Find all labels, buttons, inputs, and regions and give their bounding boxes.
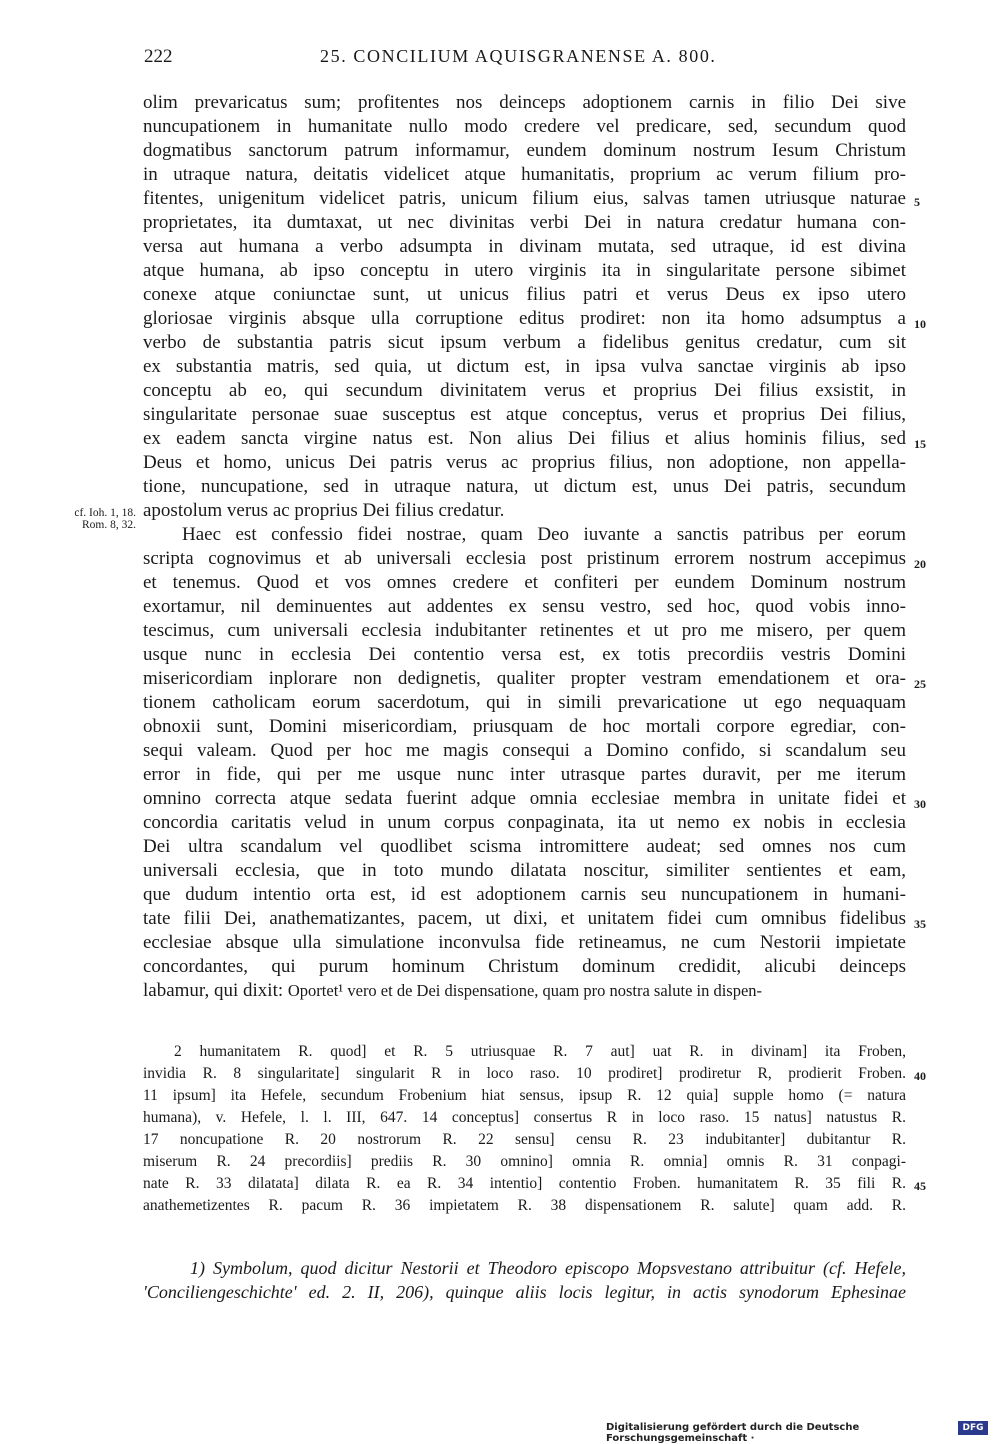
line-number: 5	[914, 195, 920, 209]
margin-reference-line: cf. Ioh. 1, 18.	[74, 507, 136, 519]
apparatus-line-number: 45	[914, 1179, 926, 1193]
apparatus-line: miserum R. 24 precordiis] prediis R. 30 omnino] omnia R. omnia] omnis R. 31 conpagi-	[143, 1153, 906, 1170]
margin-reference	[40, 507, 136, 531]
apparatus-line-number: 40	[914, 1069, 926, 1083]
line-number: 20	[914, 557, 926, 571]
text-line: tescimus, cum universali ecclesia indubitanter retinentes et ut pro me misero, per quem	[143, 620, 906, 641]
apparatus-line: 11 ipsum] ita Hefele, secundum Frobenium hiat sensus, ipsup R. 12 quia] supple homo (= natura	[143, 1087, 906, 1104]
text-line: dogmatibus sanctorum patrum informamur, eundem dominum nostrum Iesum Christum	[143, 140, 906, 161]
running-title: 25. CONCILIUM AQUISGRANENSE A. 800.	[320, 46, 717, 66]
line-number: 10	[914, 317, 926, 331]
text-line: Deus et homo, unicus Dei patris verus ac proprius filius, non adoptione, non appella-	[143, 452, 906, 473]
dfg-logo	[958, 1421, 988, 1435]
text-line	[143, 979, 906, 1003]
text-line: usque nunc in ecclesia Dei contentio versa est, ex totis precordiis vestris Domini	[143, 644, 906, 665]
text-line: obnoxii sunt, Domini misericordiam, priusquam de hoc mortali corpore egrediar, con-	[143, 716, 906, 737]
text-line: misericordiam inplorare non dedignetis, qualiter propter vestram emendationem et ora-	[143, 668, 906, 689]
text-line: conceptu ab eo, qui secundum divinitatem verus et proprius Dei filius exsistit, in	[143, 380, 906, 401]
text-line: que dudum intentio orta est, id est adoptionem carnis seu nuncupationem in humani-	[143, 884, 906, 905]
text-line: universali ecclesia, que in toto mundo dilatata noscitur, similiter sentientes et eam,	[143, 860, 906, 881]
text-line: ecclesiae absque ulla simulatione inconvulsa fide retineamus, ne cum Nestorii impietate	[143, 932, 906, 953]
text-line: apostolum verus ac proprius Dei filius credatur.	[143, 500, 505, 521]
footnote-line: 'Conciliengeschichte' ed. 2. II, 206), quinque aliis locis legitur, in actis synodorum Ephesinae	[143, 1282, 906, 1302]
apparatus-line: invidia R. 8 singularitate] singularit R in loco raso. 10 prodiret] prodiretur R, prodierit Froben.	[143, 1065, 906, 1082]
text-line: omnino correcta atque sedata fuerint adque omnia ecclesiae membra in unitate fidei et	[143, 788, 906, 809]
page-number: 222	[144, 46, 173, 67]
text-line: versa aut humana a verbo adsumpta in divinam mutata, sed utraque, id est divina	[143, 236, 906, 257]
apparatus-line: humana), v. Hefele, l. l. III, 647. 14 conceptus] consertus R in loco raso. 15 natus] natustus R.	[143, 1109, 906, 1126]
text-line: conexe atque coniunctae sunt, ut unicus filius patri et verus Deus ex ipso utero	[143, 284, 906, 305]
text-line: et tenemus. Quod et vos omnes credere et confiteri per eundem Dominum nostrum	[143, 572, 906, 593]
text-line: tate filii Dei, anathematizantes, pacem, ut dixi, et unitatem fidei cum omnibus fidelibus	[143, 908, 906, 929]
line-number: 15	[914, 437, 926, 451]
dfg-logo-text: DFG	[962, 1423, 984, 1433]
text-line: atque humana, ab ipso conceptu in utero virginis ita in singularitate persone sibimet	[143, 260, 906, 281]
text-line: scripta cognovimus et ab universali ecclesia post pristinum errorem nostrum accepimus	[143, 548, 906, 569]
text-line: tione, nuncupatione, sed in utraque natura, ut dictum est, unus Dei patris, secundum	[143, 476, 906, 497]
text-line: ex eadem sancta virgine natus est. Non alius Dei filius et alius hominis filius, sed	[143, 428, 906, 449]
footnote-line: 1) Symbolum, quod dicitur Nestorii et Theodoro episcopo Mopsvestano attribuitur (cf. Hefele,	[190, 1258, 906, 1278]
apparatus-line: 17 noncupatione R. 20 nostrorum R. 22 sensu] censu R. 23 indubitanter] dubitantur R.	[143, 1131, 906, 1148]
text-line: Haec est confessio fidei nostrae, quam Deo iuvante a sanctis patribus per eorum	[182, 524, 906, 545]
text-line: Dei ultra scandalum vel quodlibet scisma intromittere audeat; sed omnes nos cum	[143, 836, 906, 857]
text-line: gloriosae virginis absque ulla corruptione editus prodiret: non ita homo adsumptus a	[143, 308, 906, 329]
text-line: verbo de substantia patris sicut ipsum verbum a fidelibus genitus credatur, cum sit	[143, 332, 906, 353]
text-line: concordantes, qui purum hominum Christum dominum credidit, alicubi deinceps	[143, 956, 906, 977]
text-line: sequi valeam. Quod per hoc me magis consequi a Domino confido, si scandalum seu	[143, 740, 906, 761]
line-number: 30	[914, 797, 926, 811]
text-line: olim prevaricatus sum; profitentes nos deinceps adoptionem carnis in filio Dei sive	[143, 92, 906, 113]
text-line: nuncupationem in humanitate nullo modo credere vel predicare, sed, secundum quod	[143, 116, 906, 137]
line-number: 25	[914, 677, 926, 691]
text-line: singularitate personae suae susceptus est atque conceptus, verus et proprius Dei filius,	[143, 404, 906, 425]
text-line: tionem catholicam eorum sacerdotum, qui in simili prevaricatione ut ego nequaquam	[143, 692, 906, 713]
running-header	[0, 46, 1000, 74]
text-line: proprietates, ita dumtaxat, ut nec divinitas verbi Dei in natura credatur humana con-	[143, 212, 906, 233]
apparatus-line: anathemetizentes R. pacum R. 36 impietatem R. 38 dispensationem R. salute] quam add. R.	[143, 1197, 906, 1214]
text-line: in utraque natura, deitatis videlicet atque humanitatis, proprium ac verum filium pro-	[143, 164, 906, 185]
text-line: exortamur, nil deminuentes aut addentes ex sensu vestro, sed hoc, quod vobis inno-	[143, 596, 906, 617]
text-line: ex substantia matris, sed quia, ut dictum est, in ipsa vulva sanctae virginis ab ipso	[143, 356, 906, 377]
apparatus-line: 2 humanitatem R. quod] et R. 5 utriusquae R. 7 aut] uat R. in divinam] ita Froben,	[174, 1043, 906, 1060]
text-segment: Oportet¹ vero et de Dei dispensatione, quam pro nostra salute in dispen-	[287, 981, 763, 1000]
funding-credit: Digitalisierung gefördert durch die Deutsche Forschungsgemeinschaft ·	[606, 1422, 860, 1444]
apparatus-line: nate R. 33 dilatata] dilata R. ea R. 34 intentio] contentio Froben. humanitatem R. 35 fili R.	[143, 1175, 906, 1192]
text-line: concordia caritatis velud in unum corpus conpaginata, ita ut nemo ex nobis in ecclesia	[143, 812, 906, 833]
line-number: 35	[914, 917, 926, 931]
text-line: fitentes, unigenitum videlicet patris, unicum filium eius, salvas tamen utriusque naturae	[143, 188, 906, 209]
text-line: error in fide, qui per me usque nunc inter utrasque partes duravit, per me iterum	[143, 764, 906, 785]
text-segment: labamur, qui dixit:	[143, 980, 284, 1001]
margin-reference-line: Rom. 8, 32.	[82, 519, 136, 531]
